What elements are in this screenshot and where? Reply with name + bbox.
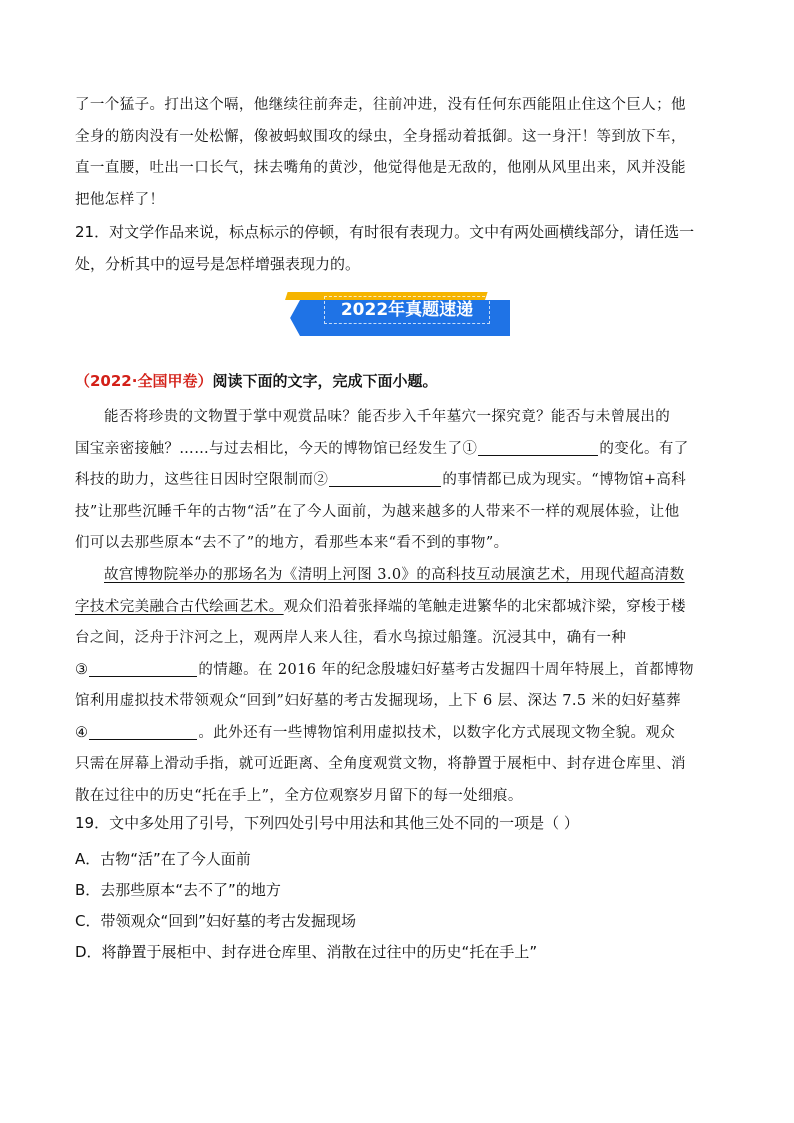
para-text: 国宝亲密接触？……与过去相比，今天的博物馆已经发生了① <box>75 440 478 457</box>
passage-line: 直一直腰，吐出一口长气，抹去嘴角的黄沙，他觉得他是无敌的，他刚从风里出来，风并没能 <box>75 160 686 176</box>
para-text: 科技的助力，这些往日因时空限制而② <box>75 472 329 488</box>
para-text: ③ <box>75 661 89 678</box>
para-text: ④ <box>75 724 89 741</box>
option-d[interactable]: D．将静置于展柜中、封存进仓库里、消散在过往中的历史“托在手上” <box>75 943 538 961</box>
source-line <box>75 366 720 398</box>
para-line: 能否将珍贵的文物置于掌中观赏品味？能否步入千年墓穴一探究竟？能否与未曾展出的 <box>104 409 671 425</box>
para-text: 的变化。有了 <box>599 440 689 457</box>
paragraph-1 <box>75 402 720 560</box>
question-21-line: 处，分析其中的逗号是怎样增强表现力的。 <box>75 254 361 273</box>
option-a[interactable]: A．古物“活”在了今人面前 <box>75 850 251 868</box>
para-line: 们可以去那些原本“去不了”的地方，看那些本来“看不到的事物”。 <box>75 535 509 551</box>
para-line <box>75 718 720 750</box>
section-banner <box>282 292 512 344</box>
blank-4[interactable] <box>89 721 197 740</box>
para-line <box>75 434 720 466</box>
blank-1[interactable] <box>478 437 598 456</box>
passage-line: 把他怎样了！ <box>75 191 165 208</box>
question-19-stem: 19．文中多处用了引号，下列四处引号中用法和其他三处不同的一项是（ ） <box>75 814 579 832</box>
para-line <box>75 465 720 497</box>
para-line: 只需在屏幕上滑动手指，就可近距离、全角度观赏文物，将静置于展柜中、封存进仓库里、消 <box>75 756 686 772</box>
passage-line: 了一个猛子。打出这个嗝，他继续往前奔走，往前冲进，没有任何东西能阻止住这个巨人；他 <box>75 97 686 113</box>
para-text: 的事情都已成为现实。“博物馆+高科 <box>442 472 687 488</box>
passage-line: 全身的筋肉没有一处松懈，像被蚂蚁围攻的绿虫，全身摇动着抵御。这一身汗！等到放下车， <box>75 128 686 145</box>
para-line: 散在过往中的历史“托在手上”，全方位观察岁月留下的每一处细痕。 <box>75 787 523 804</box>
previous-passage <box>75 90 720 216</box>
underlined-text: 字技术完美融合古代绘画艺术。 <box>75 598 284 615</box>
option-c[interactable]: C．带领观众“回到”妇好墓的考古发掘现场 <box>75 912 357 930</box>
para-line <box>75 592 720 624</box>
source-instruction: 阅读下面的文字，完成下面小题。 <box>212 372 438 390</box>
para-line: 台之间，泛舟于汴河之上，观两岸人来人往，看水鸟掠过船篷。沉浸其中，确有一种 <box>75 630 627 646</box>
para-line: 馆利用虚拟技术带领观众“回到”妇好墓的考古发掘现场，上下 6 层、深达 7.5 米的妇好墓葬 <box>75 693 681 709</box>
question-21 <box>75 217 720 280</box>
blank-2[interactable] <box>329 468 441 487</box>
option-b[interactable]: B．去那些原本“去不了”的地方 <box>75 881 281 899</box>
para-line: 技”让那些沉睡千年的古物“活”在了今人面前，为越来越多的人带来不一样的观展体验，让他 <box>75 503 680 520</box>
para-text: 的情趣。在 2016 年的纪念殷墟妇好墓考古发掘四十周年特展上，首都博物 <box>198 661 694 678</box>
underlined-line: 故宫博物院举办的那场名为《清明上河图 3.0》的高科技互动展演艺术，用现代超高清数 <box>104 567 685 583</box>
paragraph-2 <box>75 560 720 812</box>
para-text: 。此外还有一些博物馆利用虚拟技术，以数字化方式展现文物全貌。观众 <box>198 724 676 741</box>
blank-3[interactable] <box>89 658 197 677</box>
question-21-line: 21．对文学作品来说，标点标示的停顿，有时很有表现力。文中有两处画横线部分，请任选一 <box>75 223 695 241</box>
para-text: 观众们沿着张择端的笔触走进繁华的北宋都城汴梁，穿梭于楼 <box>283 598 686 615</box>
banner-title: 2022年真题速递 <box>324 296 490 324</box>
para-line <box>75 655 720 687</box>
source-tag: （2022·全国甲卷） <box>75 372 213 390</box>
